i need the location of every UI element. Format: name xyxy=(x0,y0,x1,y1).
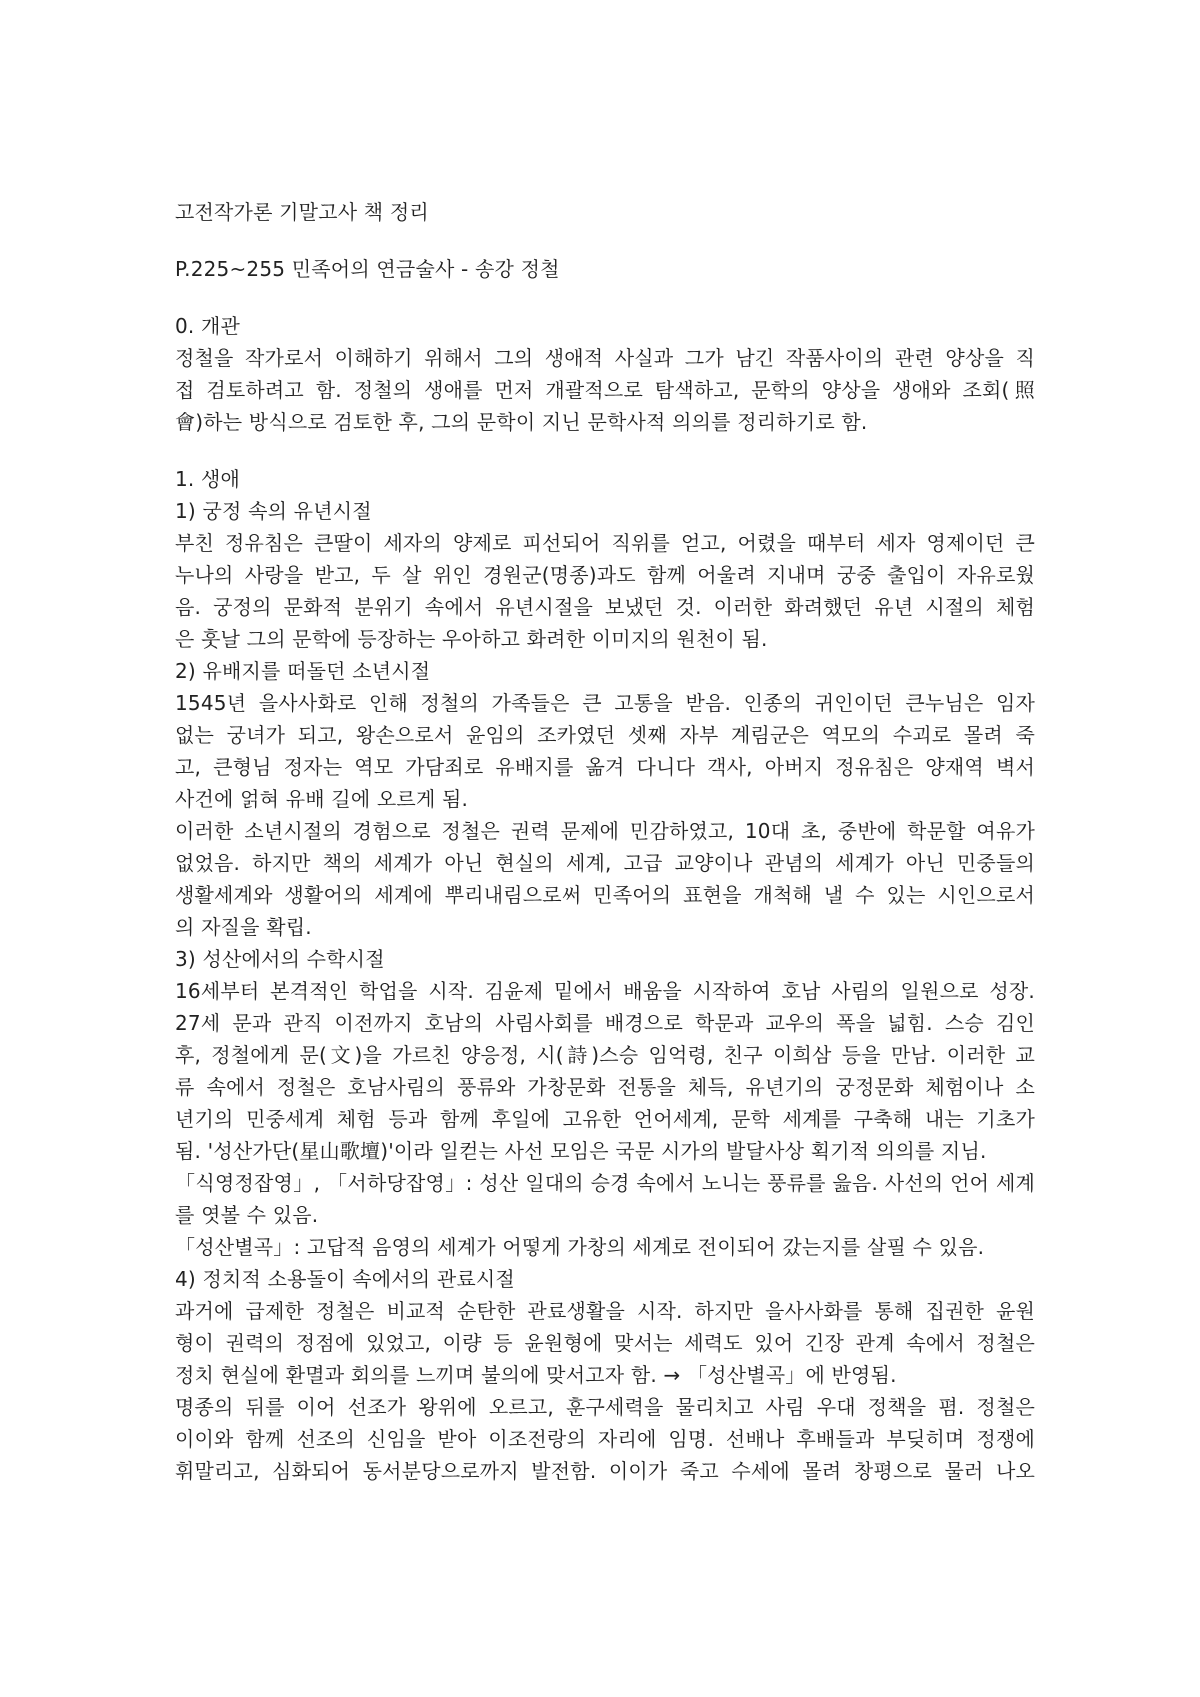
paragraph-line: 누나의 사랑을 받고, 두 살 위인 경원군(명종)과도 함께 어울려 지내며 궁중 출입이 자유로웠 xyxy=(175,563,1035,587)
paragraph-line: 정치 현실에 환멸과 회의를 느끼며 불의에 맞서고자 함. → 「성산별곡」에 반영됨. xyxy=(175,1363,897,1387)
paragraph-line: 됨. '성산가단(星山歌壇)'이라 일컫는 사선 모임은 국문 시가의 발달사상 획기적 의의를 지님. xyxy=(175,1139,987,1163)
paragraph-line: 「식영정잡영」, 「서하당잡영」: 성산 일대의 승경 속에서 노니는 풍류를 읊음. 사선의 언어 세계 xyxy=(175,1171,1035,1195)
paragraph-line: 27세 문과 관직 이전까지 호남의 사림사회를 배경으로 학문과 교우의 폭을 넓힘. 스승 김인 xyxy=(175,1011,1035,1035)
document-title: 고전작가론 기말고사 책 정리 xyxy=(175,200,429,224)
paragraph-line: 이러한 소년시절의 경험으로 정철은 권력 문제에 민감하였고, 10대 초, 중반에 학문할 여유가 xyxy=(175,819,1035,843)
paragraph-line: 16세부터 본격적인 학업을 시작. 김윤제 밑에서 배움을 시작하여 호남 사림의 일원으로 성장. xyxy=(175,979,1035,1003)
document-subtitle: P.225~255 민족어의 연금술사 - 송강 정철 xyxy=(175,257,560,281)
paragraph-line: 이이와 함께 선조의 신임을 받아 이조전랑의 자리에 임명. 선배나 후배들과 부딪히며 정쟁에 xyxy=(175,1427,1035,1451)
paragraph-line: 정철을 작가로서 이해하기 위해서 그의 생애적 사실과 그가 남긴 작품사이의 관련 양상을 직 xyxy=(175,346,1035,370)
paragraph-line: 후, 정철에게 문(文)을 가르친 양응정, 시(詩)스승 임억령, 친구 이희삼 등을 만남. 이러한 교 xyxy=(175,1043,1035,1067)
section-heading: 2) 유배지를 떠돌던 소년시절 xyxy=(175,659,431,683)
life-heading: 1. 생애 xyxy=(175,467,241,491)
paragraph-line: 의 자질을 확립. xyxy=(175,915,312,939)
paragraph-line: 고, 큰형님 정자는 역모 가담죄로 유배지를 옮겨 다니다 객사, 아버지 정유침은 양재역 벽서 xyxy=(175,755,1035,779)
paragraph-line: 명종의 뒤를 이어 선조가 왕위에 오르고, 훈구세력을 물리치고 사림 우대 정책을 폄. 정철은 xyxy=(175,1395,1035,1419)
paragraph-line: 사건에 얽혀 유배 길에 오르게 됨. xyxy=(175,787,469,811)
paragraph-line: 과거에 급제한 정철은 비교적 순탄한 관료생활을 시작. 하지만 을사사화를 통해 집권한 윤원 xyxy=(175,1299,1035,1323)
paragraph-line: 년기의 민중세계 체험 등과 함께 후일에 고유한 언어세계, 문학 세계를 구축해 내는 기초가 xyxy=(175,1107,1035,1131)
life-section xyxy=(175,463,1035,1487)
paragraph-line: 를 엿볼 수 있음. xyxy=(175,1203,319,1227)
paragraph-line: 없는 궁녀가 되고, 왕손으로서 윤임의 조카였던 셋째 자부 계림군은 역모의 수괴로 몰려 죽 xyxy=(175,723,1035,747)
document-page xyxy=(175,196,1035,1487)
paragraph-line: 會)하는 방식으로 검토한 후, 그의 문학이 지닌 문학사적 의의를 정리하기로 함. xyxy=(175,410,868,434)
overview-heading: 0. 개관 xyxy=(175,314,241,338)
paragraph-line: 없었음. 하지만 책의 세계가 아닌 현실의 세계, 고급 교양이나 관념의 세계가 아닌 민중들의 xyxy=(175,851,1035,875)
paragraph-line: 휘말리고, 심화되어 동서분당으로까지 발전함. 이이가 죽고 수세에 몰려 창평으로 물러 나오 xyxy=(175,1459,1035,1483)
paragraph-line: 은 훗날 그의 문학에 등장하는 우아하고 화려한 이미지의 원천이 됨. xyxy=(175,627,768,651)
paragraph-line: 음. 궁정의 문화적 분위기 속에서 유년시절을 보냈던 것. 이러한 화려했던 유년 시절의 체험 xyxy=(175,595,1035,619)
overview-section xyxy=(175,310,1035,438)
paragraph-line: 형이 권력의 정점에 있었고, 이량 등 윤원형에 맞서는 세력도 있어 긴장 관계 속에서 정철은 xyxy=(175,1331,1035,1355)
section-heading: 3) 성산에서의 수학시절 xyxy=(175,947,385,971)
section-heading: 1) 궁정 속의 유년시절 xyxy=(175,499,372,523)
paragraph-line: 「성산별곡」: 고답적 음영의 세계가 어떻게 가창의 세계로 전이되어 갔는지를 살필 수 있음. xyxy=(175,1235,985,1259)
paragraph-line: 생활세계와 생활어의 세계에 뿌리내림으로써 민족어의 표현을 개척해 낼 수 있는 시인으로서 xyxy=(175,883,1035,907)
paragraph-line: 류 속에서 정철은 호남사림의 풍류와 가창문화 전통을 체득, 유년기의 궁정문화 체험이나 소 xyxy=(175,1075,1035,1099)
section-heading: 4) 정치적 소용돌이 속에서의 관료시절 xyxy=(175,1267,515,1291)
paragraph-line: 부친 정유침은 큰딸이 세자의 양제로 피선되어 직위를 얻고, 어렸을 때부터 세자 영제이던 큰 xyxy=(175,531,1035,555)
paragraph-line: 1545년 을사사화로 인해 정철의 가족들은 큰 고통을 받음. 인종의 귀인이던 큰누님은 임자 xyxy=(175,691,1035,715)
paragraph-line: 접 검토하려고 함. 정철의 생애를 먼저 개괄적으로 탐색하고, 문학의 양상을 생애와 조회(照 xyxy=(175,378,1035,402)
